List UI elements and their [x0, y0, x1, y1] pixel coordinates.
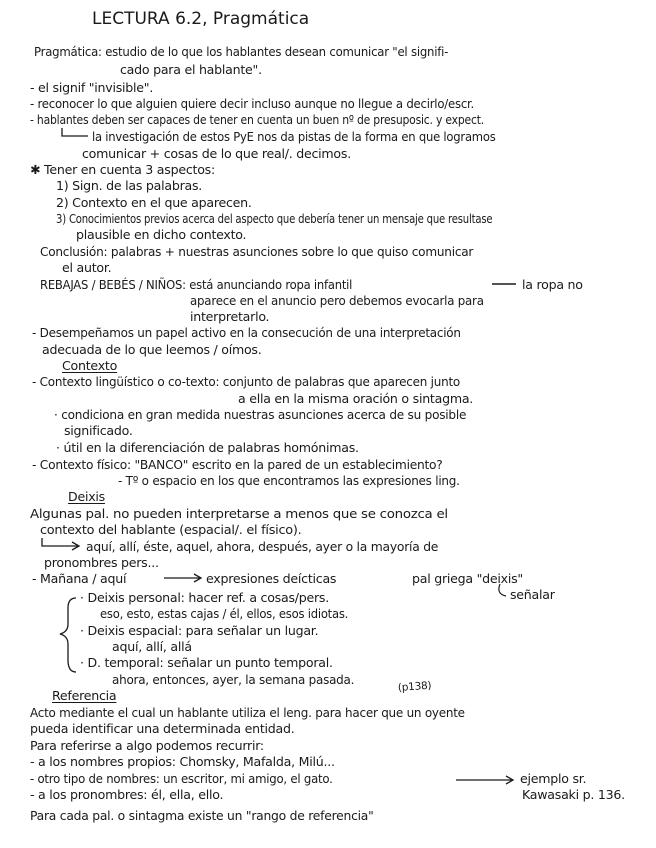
- note-line: aquí, allí, allá: [112, 639, 192, 654]
- note-line: - Desempeñamos un papel activo en la consecución de una interpretación: [32, 325, 461, 340]
- note-line: - a los pronombres: él, ella, ello.: [30, 787, 224, 802]
- note-line: 3) Conocimientos previos acerca del aspecto que debería tener un mensaje que resultase: [56, 211, 493, 226]
- note-line: · condiciona en gran medida nuestras asunciones acerca de su posible: [54, 407, 467, 422]
- note-line: aparece en el anuncio pero debemos evocarla para: [190, 293, 484, 308]
- note-line: ✱ Tener en cuenta 3 aspectos:: [30, 162, 215, 177]
- note-line: - el signif "invisible".: [30, 80, 154, 95]
- note-line: - hablantes deben ser capaces de tener en cuenta un buen nº de presuposic. y expect.: [30, 112, 484, 127]
- note-line: comunicar + cosas de lo que real/. decimos.: [82, 146, 351, 161]
- note-line: el autor.: [62, 260, 112, 275]
- note-line: ahora, entonces, ayer, la semana pasada.: [112, 672, 355, 687]
- note-line: - reconocer lo que alguien quiere decir incluso aunque no llegue a decirlo/escr.: [30, 96, 475, 111]
- note-line: - Tº o espacio en los que encontramos las expresiones ling.: [118, 473, 460, 488]
- right-arrow-icon: [164, 574, 201, 582]
- note-line: - Mañana / aquí: [32, 571, 127, 586]
- note-line: Para cada pal. o sintagma existe un "rango de referencia": [30, 808, 374, 823]
- note-line: señalar: [510, 587, 555, 602]
- section-heading-referencia: Referencia: [52, 688, 117, 703]
- note-line: - otro tipo de nombres: un escritor, mi amigo, el gato.: [30, 771, 333, 786]
- curly-brace-icon: [60, 598, 76, 672]
- note-line: la investigación de estos PyE nos da pistas de la forma en que logramos: [92, 129, 496, 144]
- note-line: - Contexto lingüístico o co-texto: conjunto de palabras que aparecen junto: [32, 374, 460, 389]
- note-line: pueda identificar una determinada entidad.: [30, 721, 295, 736]
- note-line: Kawasaki p. 136.: [522, 787, 625, 802]
- page-reference-note: (p138): [397, 679, 432, 694]
- hook-arrow-icon: [42, 538, 79, 550]
- note-line: contexto del hablante (espacial/. el físico).: [40, 522, 302, 537]
- note-line: Para referirse a algo podemos recurrir:: [30, 738, 264, 753]
- note-line: plausible en dicho contexto.: [76, 227, 247, 242]
- note-line: significado.: [64, 423, 133, 438]
- note-line: pronombres pers...: [44, 555, 159, 570]
- note-line: - a los nombres propios: Chomsky, Mafalda, Milú...: [30, 754, 335, 769]
- note-line: Conclusión: palabras + nuestras asunciones sobre lo que quiso comunicar: [40, 244, 474, 259]
- note-line: cado para el hablante".: [120, 62, 262, 77]
- note-line: pal griega "deixis": [412, 571, 523, 586]
- note-line: · Deixis espacial: para señalar un lugar.: [80, 623, 319, 638]
- note-line: · D. temporal: señalar un punto temporal.: [80, 655, 333, 670]
- note-line: ejemplo sr.: [520, 771, 587, 786]
- note-line: - Contexto físico: "BANCO" escrito en la pared de un establecimiento?: [32, 457, 443, 472]
- note-line: REBAJAS / BEBÉS / NIÑOS: está anunciando ropa infantil: [40, 277, 353, 292]
- section-heading-deixis: Deixis: [68, 489, 105, 504]
- note-line: Algunas pal. no pueden interpretarse a menos que se conozca el: [30, 506, 448, 521]
- note-line: la ropa no: [522, 277, 583, 292]
- section-heading-contexto: Contexto: [62, 358, 118, 373]
- bracket-arrow-icon: [62, 128, 88, 136]
- note-line: interpretarlo.: [190, 309, 270, 324]
- note-line: eso, esto, estas cajas / él, ellos, esos idiotas.: [100, 606, 349, 621]
- note-line: Acto mediante el cual un hablante utiliza el leng. para hacer que un oyente: [30, 705, 465, 720]
- note-line: 2) Contexto en el que aparecen.: [56, 195, 252, 210]
- note-line: · útil en la diferenciación de palabras homónimas.: [56, 440, 359, 455]
- note-line: 1) Sign. de las palabras.: [56, 178, 203, 193]
- page-title: LECTURA 6.2, Pragmática: [92, 9, 310, 29]
- note-line: adecuada de lo que leemos / oímos.: [42, 342, 262, 357]
- long-right-arrow-icon: [456, 776, 513, 784]
- note-line: expresiones deícticas: [206, 571, 337, 586]
- note-line: · Deixis personal: hacer ref. a cosas/pers.: [80, 590, 329, 605]
- note-line: a ella en la misma oración o sintagma.: [238, 391, 474, 406]
- note-line: Pragmática: estudio de lo que los hablantes desean comunicar "el signifi-: [34, 44, 449, 59]
- note-line: aquí, allí, éste, aquel, ahora, después, ayer o la mayoría de: [86, 539, 439, 554]
